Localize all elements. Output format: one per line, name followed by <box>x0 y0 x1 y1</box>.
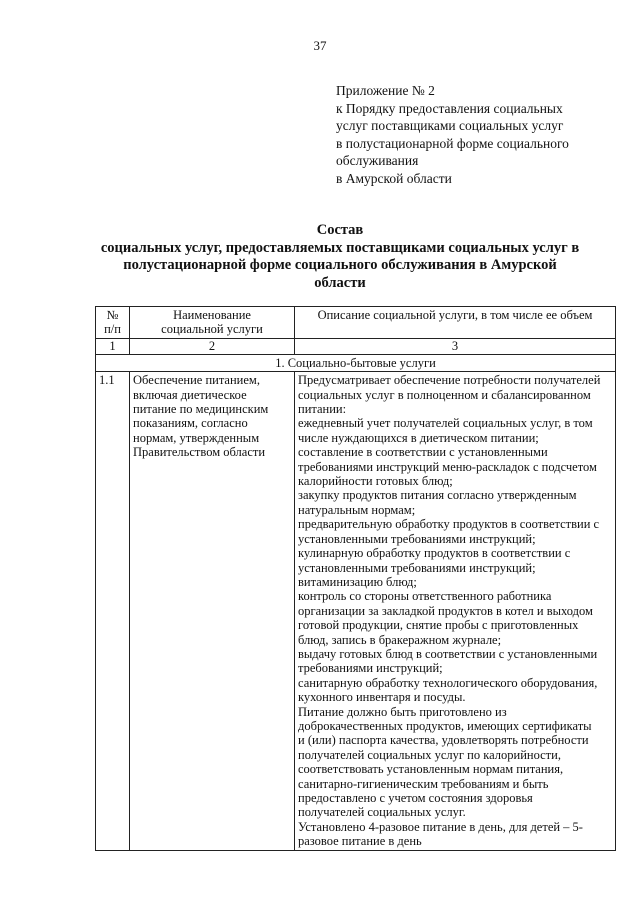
description-line: санитарную обработку технологического оборудования, <box>298 675 598 690</box>
description-line: выдачу готовых блюд в соответствии с установленными <box>298 646 598 661</box>
title-line: социальных услуг, предоставляемых поставщиками социальных услуг в <box>100 239 580 256</box>
description-line: социальных услуг в полноценном и сбалансированном <box>298 387 591 402</box>
description-line: Предусматривает обеспечение потребности получателей <box>298 373 601 388</box>
title-line: полустационарной форме социального обслуживания в Амурской <box>123 257 557 273</box>
document-title <box>70 222 610 292</box>
description-line: контроль со стороны ответственного работника <box>298 589 552 604</box>
header-service-name <box>130 307 295 339</box>
description-line: закупку продуктов питания согласно утвержденным <box>298 488 577 503</box>
description-line: санитарно-гигиеническим требованиям и быть <box>298 776 549 791</box>
description-line: доброкачественных продуктов, имеющих сертификаты <box>298 718 592 733</box>
table-header-row <box>96 307 616 339</box>
table-row <box>96 372 616 850</box>
description-line: организации за закладкой продуктов в котел и выходом <box>298 603 593 618</box>
description-line: числе нуждающихся в диетическом питании; <box>298 430 539 445</box>
service-name <box>130 372 295 850</box>
description-line: Установлено 4-разовое питание в день, для детей – 5- <box>298 819 583 834</box>
appendix-line: Приложение № 2 <box>336 83 435 98</box>
description-line: составление в соответствии с установленными <box>298 445 548 460</box>
description-line: требованиями инструкций меню-раскладок с подсчетом <box>298 459 597 474</box>
description-line: кулинарную обработку продуктов в соответствии с <box>298 546 571 561</box>
title-line: области <box>314 274 366 291</box>
description-line: и (или) паспорта качества, удовлетворять потребности <box>298 733 589 748</box>
column-number: 1 <box>96 338 130 354</box>
description-line: получателей социальных услуг по калорийности, <box>298 747 561 762</box>
name-line: питание по медицинским <box>133 402 269 417</box>
section-row <box>96 354 616 371</box>
appendix-line: в полустационарной форме социального <box>336 135 569 151</box>
name-line: включая диетическое <box>133 387 247 402</box>
description-line: натуральным нормам; <box>298 502 416 517</box>
description-line: установленными требованиями инструкций; <box>298 560 536 575</box>
header-text: п/п <box>104 322 121 337</box>
name-line: Обеспечение питанием, <box>133 373 260 388</box>
description-line: витаминизацию блюд; <box>298 574 417 589</box>
appendix-line: в Амурской области <box>336 170 452 186</box>
section-title: 1. Социально-бытовые услуги <box>96 354 616 371</box>
header-description: Описание социальной услуги, в том числе ее объем <box>295 307 616 339</box>
services-table <box>95 306 616 851</box>
service-description <box>295 372 616 850</box>
description-line: питании: <box>298 402 347 417</box>
description-line: Питание должно быть приготовлено из <box>298 704 507 719</box>
description-line: блюд, запись в бракеражном журнале; <box>298 632 502 647</box>
name-line: нормам, утвержденным <box>133 430 260 445</box>
title-line: Состав <box>316 222 364 238</box>
appendix-line: обслуживания <box>336 153 419 168</box>
description-line: кухонного инвентаря и посуды. <box>298 690 466 705</box>
column-number: 2 <box>130 338 295 354</box>
appendix-note <box>336 82 569 187</box>
header-number <box>96 307 130 339</box>
description-line: разовое питание в день <box>298 834 422 849</box>
column-number: 3 <box>295 338 616 354</box>
appendix-line: к Порядку предоставления социальных <box>336 100 563 116</box>
name-line: показаниям, согласно <box>133 416 248 431</box>
header-text: Наименование <box>173 308 251 322</box>
description-line: предварительную обработку продуктов в соответствии с <box>298 517 600 532</box>
description-line: калорийности готовых блюд; <box>298 474 453 489</box>
description-line: требованиями инструкций; <box>298 661 443 676</box>
description-line: ежедневный учет получателей социальных услуг, в том <box>298 416 593 431</box>
description-line: получателей социальных услуг. <box>298 805 466 820</box>
appendix-line: услуг поставщиками социальных услуг <box>336 118 564 133</box>
description-line: готовой продукции, снятие пробы с приготовленных <box>298 618 579 633</box>
item-number: 1.1 <box>96 372 130 850</box>
name-line: Правительством области <box>133 445 266 460</box>
description-line: установленными требованиями инструкций; <box>298 531 536 546</box>
description-line: соответствовать установленным нормам питания, <box>298 762 564 777</box>
header-text: социальной услуги <box>161 322 263 337</box>
column-number-row <box>96 338 616 354</box>
description-line: предоставлено с учетом состояния здоровья <box>298 791 533 805</box>
header-text: № <box>106 308 119 322</box>
page-number: 37 <box>313 38 327 53</box>
